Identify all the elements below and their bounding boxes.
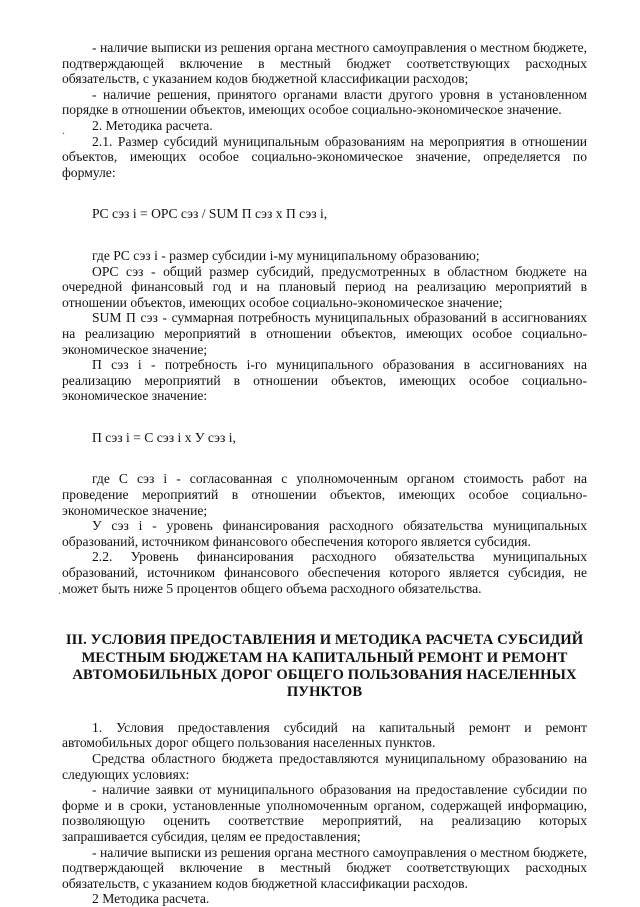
- document-page: [62, 40, 587, 907]
- paragraph: 2. Методика расчета.: [92, 117, 213, 133]
- paragraph: - наличие решения, принятого органами власти другого уровня в установленном порядке в отношении объектов, имеющих особое социально-экономическое значение.: [62, 86, 587, 118]
- paragraph: 2.2. Уровень финансирования расходного обязательства муниципальных образований, источником финансового обеспечения которого является субсидия, не может быть ниже 5 процентов общего объема расходного обязательства.: [62, 549, 587, 596]
- formula-need: П сэз i = С сэз i x У сэз i,: [92, 429, 236, 445]
- scan-dot: .: [62, 123, 65, 137]
- paragraph: - наличие выписки из решения органа местного самоуправления о местном бюджете, подтверждающей включение в местный бюджет соответствующих расходных обязательств, с указанием кодов бюджетной классификации расходов;: [62, 40, 587, 87]
- formula-subsidy-size: PC сэз i = OPC сэз / SUM П сэз x П сэз i,: [92, 206, 328, 222]
- paragraph: 2 Методика расчета.: [92, 891, 210, 907]
- paragraph: У сэз i - уровень финансирования расходного обязательства муниципальных образований, источником финансового обеспечения которого является субсидия.: [62, 518, 587, 549]
- paragraph: 2.1. Размер субсидий муниципальным образованиям на мероприятия в отношении объектов, имеющих особое социально-экономическое значение, определяется по формуле:: [62, 133, 587, 180]
- paragraph: 1. Условия предоставления субсидий на капитальный ремонт и ремонт автомобильных дорог общего пользования населенных пунктов.: [62, 719, 587, 751]
- section-title: III. УСЛОВИЯ ПРЕДОСТАВЛЕНИЯ И МЕТОДИКА РАСЧЕТА СУБСИДИЙ МЕСТНЫМ БЮДЖЕТАМ НА КАПИТАЛЬНЫЙ РЕМОНТ И РЕМОНТ АВТОМОБИЛЬНЫХ ДОРОГ ОБЩЕГО ПОЛЬЗОВАНИЯ НАСЕЛЕННЫХ ПУНКТОВ: [65, 632, 584, 701]
- paragraph: где PC сэз i - размер субсидии i-му муниципальному образованию;: [92, 247, 480, 263]
- paragraph: SUM П сэз - суммарная потребность муниципальных образований в ассигнованиях на реализацию мероприятий в отношении объектов, имеющих особое социально-экономическое значение;: [62, 310, 587, 357]
- paragraph: - наличие заявки от муниципального образования на предоставление субсидии по форме и в сроки, установленные уполномоченным органом, содержащей информацию, позволяющую оценить соответствие мероприятий, на реализацию которых запрашивается субсидия, целям ее предоставления;: [62, 782, 587, 844]
- paragraph: Средства областного бюджета предоставляются муниципальному образованию на следующих условиях:: [62, 751, 587, 782]
- scan-dot: .: [58, 583, 61, 597]
- paragraph: - наличие выписки из решения органа местного самоуправления о местном бюджете, подтверждающей включение в местный бюджет соответствующих расходных обязательств, с указанием кодов бюджетной классификации расходов.: [62, 844, 587, 891]
- paragraph: П сэз i - потребность i-го муниципального образования в ассигнованиях на реализацию мероприятий в отношении объектов, имеющих особое социально-экономическое значение:: [62, 357, 587, 404]
- paragraph: где С сэз i - согласованная с уполномоченным органом стоимость работ на проведение мероприятий в отношении объектов, имеющих особое социально-экономическое значение;: [62, 471, 587, 518]
- paragraph: OPC сэз - общий размер субсидий, предусмотренных в областном бюджете на очередной финансовый год и на плановый период на реализацию мероприятий в отношении объектов, имеющих особое социально-экономическое значение;: [62, 263, 587, 310]
